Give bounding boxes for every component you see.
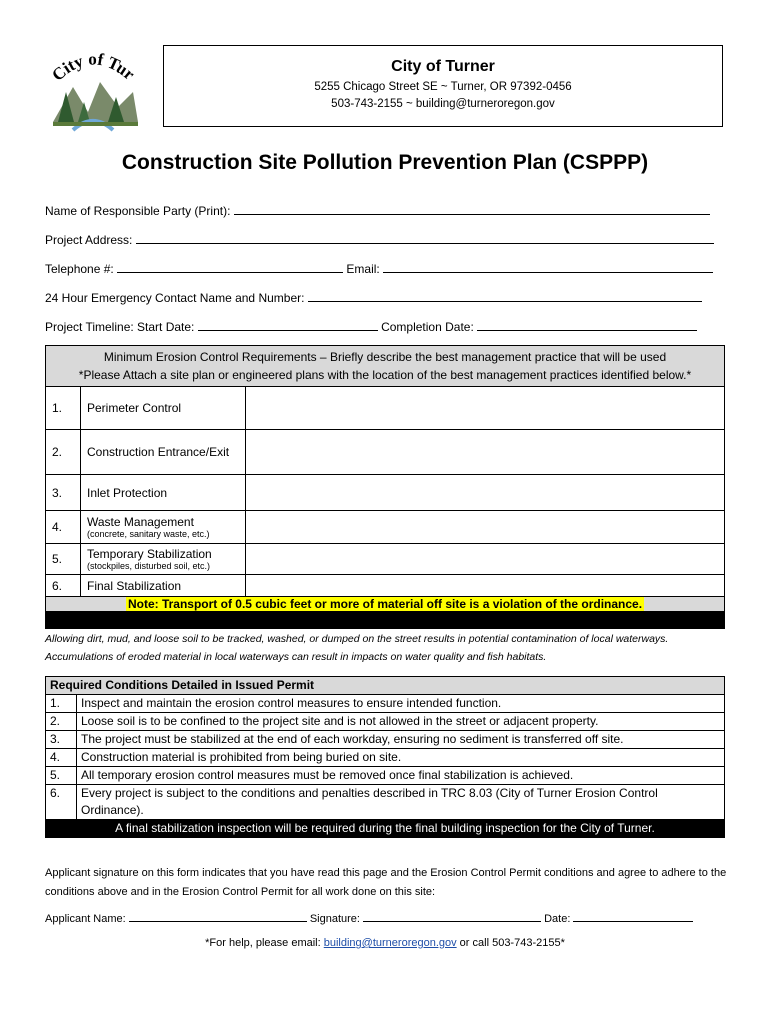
list-item (46, 713, 725, 731)
condition-text: All temporary erosion control measures must be removed once final stabilization is achieved. (77, 767, 725, 785)
row-label: Construction Entrance/Exit (81, 430, 246, 475)
note-row (46, 597, 725, 612)
condition-number: 6. (46, 785, 77, 820)
applicant-name-label: Applicant Name: (45, 913, 129, 925)
row-label: Inlet Protection (81, 475, 246, 511)
list-item (46, 731, 725, 749)
header-address: 5255 Chicago Street SE ~ Turner, OR 97392-0456 (314, 81, 572, 93)
responsible-party-input[interactable] (234, 204, 710, 215)
condition-number: 4. (46, 749, 77, 767)
condition-number: 1. (46, 695, 77, 713)
table-row (46, 544, 725, 575)
condition-text: The project must be stabilized at the end of each workday, ensuring no sediment is transferred off site. (77, 731, 725, 749)
signature-paragraph: Applicant signature on this form indicates that you have read this page and the Erosion Control Permit conditions and agree to adhere to the conditions above and in the Erosion Control Permit for all work done on this site: (45, 867, 727, 898)
responsible-party-field (45, 204, 710, 218)
row-label-sub: (concrete, sanitary waste, etc.) (87, 529, 210, 539)
condition-number: 2. (46, 713, 77, 731)
header-box (163, 45, 723, 127)
condition-text: Construction material is prohibited from being buried on site. (77, 749, 725, 767)
row-label (81, 511, 246, 544)
row-number: 5. (46, 544, 81, 575)
temporary-stabilization-input[interactable] (246, 544, 725, 575)
requirements-header-line1: Minimum Erosion Control Requirements – Briefly describe the best management practice that will be used (103, 350, 667, 364)
help-prefix: *For help, please email: (205, 937, 324, 949)
condition-number: 5. (46, 767, 77, 785)
requirements-table (45, 345, 725, 629)
condition-text: Inspect and maintain the erosion control measures to ensure intended function. (77, 695, 725, 713)
table-row (46, 387, 725, 430)
date-input[interactable] (573, 911, 693, 922)
row-label: Perimeter Control (81, 387, 246, 430)
perimeter-control-input[interactable] (246, 387, 725, 430)
table-row (46, 475, 725, 511)
city-logo (38, 42, 148, 132)
project-address-field (45, 233, 714, 247)
responsible-party-label: Name of Responsible Party (Print): (45, 204, 234, 218)
email-label: Email: (343, 262, 384, 276)
timeline-field (45, 320, 697, 334)
conditions-header-text: Required Conditions Detailed in Issued Permit (46, 677, 725, 695)
telephone-field (45, 262, 713, 276)
header-title: City of Turner (391, 58, 495, 75)
signature-label: Signature: (306, 913, 364, 925)
signature-input[interactable] (363, 911, 541, 922)
start-date-label: Project Timeline: Start Date: (45, 320, 198, 334)
final-stabilization-input[interactable] (246, 575, 725, 597)
final-inspection-text: A final stabilization inspection will be required during the final building inspection for the City of Turner. (46, 820, 725, 838)
transport-note: Note: Transport of 0.5 cubic feet or more of material off site is a violation of the ordinance. (127, 597, 643, 611)
date-label: Date: (541, 913, 574, 925)
row-number: 4. (46, 511, 81, 544)
conditions-table (45, 676, 725, 838)
requirements-header-line2: *Please Attach a site plan or engineered plans with the location of the best management practices identified below.* (78, 368, 692, 382)
emergency-contact-label: 24 Hour Emergency Contact Name and Number: (45, 291, 308, 305)
logo-text: City of Tur (48, 49, 139, 85)
row-label-sub: (stockpiles, disturbed soil, etc.) (87, 561, 211, 571)
project-address-label: Project Address: (45, 233, 136, 247)
table-row (46, 511, 725, 544)
header-contact: 503-743-2155 ~ building@turneroregon.gov (331, 98, 555, 110)
warning-text: Allowing dirt, mud, and loose soil to be tracked, washed, or dumped on the street results in potential contamination of local waterways. Accumulations of eroded material in local waterways can result in impacts on water quality and fish habitats. (45, 633, 669, 663)
inlet-protection-input[interactable] (246, 475, 725, 511)
svg-text:City of Turner (38, 42, 139, 85)
list-item (46, 785, 725, 820)
row-number: 6. (46, 575, 81, 597)
table-row (46, 430, 725, 475)
conditions-header (46, 677, 725, 695)
signature-fields (45, 911, 693, 925)
emergency-contact-input[interactable] (308, 291, 702, 302)
construction-entrance-input[interactable] (246, 430, 725, 475)
list-item (46, 695, 725, 713)
condition-number: 3. (46, 731, 77, 749)
completion-date-label: Completion Date: (377, 320, 478, 334)
help-line (0, 937, 770, 949)
waste-management-input[interactable] (246, 511, 725, 544)
list-item (46, 767, 725, 785)
applicant-name-input[interactable] (129, 911, 307, 922)
help-suffix: or call 503-743-2155* (456, 937, 565, 949)
project-address-input[interactable] (136, 233, 714, 244)
emergency-contact-field (45, 291, 702, 305)
row-label: Final Stabilization (81, 575, 246, 597)
row-label-main: Waste Management (87, 515, 194, 529)
telephone-label: Telephone #: (45, 262, 118, 276)
start-date-input[interactable] (198, 320, 378, 331)
completion-date-input[interactable] (477, 320, 697, 331)
row-label-main: Temporary Stabilization (87, 547, 212, 561)
row-number: 2. (46, 430, 81, 475)
help-email-link[interactable]: building@turneroregon.gov (323, 937, 457, 949)
table-row (46, 575, 725, 597)
email-input[interactable] (383, 262, 713, 273)
final-inspection-row (46, 820, 725, 838)
condition-text: Every project is subject to the conditions and penalties described in TRC 8.03 (City of Turner Erosion Control Ordinance). (77, 785, 725, 820)
row-number: 1. (46, 387, 81, 430)
black-divider (46, 612, 725, 629)
requirements-header (46, 346, 725, 387)
condition-text: Loose soil is to be confined to the project site and is not allowed in the street or adjacent property. (77, 713, 725, 731)
page-title: Construction Site Pollution Prevention Plan (CSPPP) (121, 151, 649, 174)
telephone-input[interactable] (117, 262, 343, 273)
list-item (46, 749, 725, 767)
row-number: 3. (46, 475, 81, 511)
row-label (81, 544, 246, 575)
